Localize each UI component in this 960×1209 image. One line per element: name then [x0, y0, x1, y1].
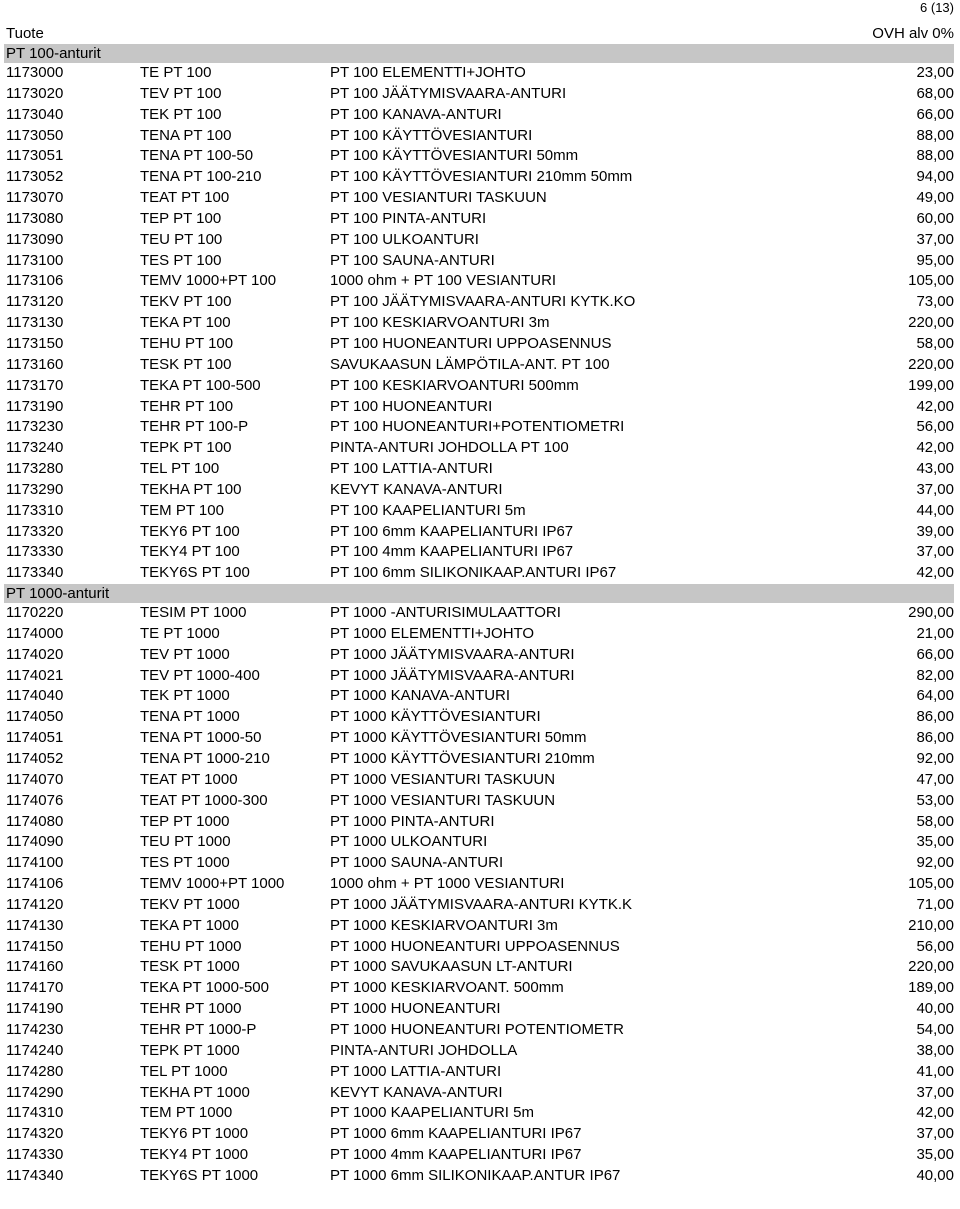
product-code: 1173040 [6, 105, 64, 123]
product-description: PT 100 LATTIA-ANTURI [330, 460, 493, 478]
product-description: PT 1000 KAAPELIANTURI 5m [330, 1104, 534, 1122]
table-row [0, 978, 960, 999]
product-type: TEKHA PT 1000 [140, 1083, 250, 1101]
product-description: PT 1000 HUONEANTURI [330, 1000, 501, 1018]
product-description: PT 1000 JÄÄTYMISVAARA-ANTURI [330, 666, 575, 684]
product-type: TEM PT 100 [140, 501, 224, 519]
product-type: TES PT 1000 [140, 854, 230, 872]
product-price: 40,00 [916, 1000, 954, 1018]
product-description: PT 100 KAAPELIANTURI 5m [330, 501, 526, 519]
product-code: 1174000 [6, 624, 64, 642]
product-price: 42,00 [916, 1104, 954, 1122]
table-row [0, 749, 960, 770]
product-description: PT 1000 HUONEANTURI POTENTIOMETR [330, 1020, 624, 1038]
product-code: 1173050 [6, 126, 64, 144]
table-header [6, 24, 954, 44]
table-row [0, 791, 960, 812]
product-description: PT 1000 4mm KAAPELIANTURI IP67 [330, 1146, 582, 1164]
product-description: PT 1000 PINTA-ANTURI [330, 812, 495, 830]
product-price: 60,00 [916, 209, 954, 227]
product-type: TEMV 1000+PT 100 [140, 272, 277, 290]
product-description: PT 1000 JÄÄTYMISVAARA-ANTURI KYTK.K [330, 895, 633, 913]
product-description: PT 1000 LATTIA-ANTURI [330, 1062, 502, 1080]
product-price: 23,00 [916, 64, 954, 81]
product-code: 1173160 [6, 355, 64, 373]
product-code: 1174076 [6, 791, 64, 809]
table-row [0, 146, 960, 167]
product-type: TEAT PT 100 [140, 189, 230, 207]
product-code: 1173070 [6, 189, 64, 207]
product-code: 1173240 [6, 439, 64, 457]
product-code: 1173150 [6, 334, 64, 352]
product-type: TEKY4 PT 1000 [140, 1146, 249, 1164]
product-code: 1173320 [6, 522, 64, 540]
product-code: 1174100 [6, 854, 64, 872]
product-code: 1174160 [6, 958, 64, 976]
table-row [0, 1124, 960, 1145]
product-description: PT 1000 VESIANTURI TASKUUN [330, 791, 556, 809]
table-row [0, 63, 960, 84]
product-description: PT 1000 ULKOANTURI [330, 833, 488, 851]
product-code: 1174070 [6, 770, 64, 788]
product-price: 56,00 [916, 937, 954, 955]
product-price: 105,00 [908, 875, 954, 893]
product-type: TEHR PT 100-P [140, 418, 249, 436]
table-row [0, 334, 960, 355]
table-row [0, 832, 960, 853]
table-row [0, 1166, 960, 1187]
table-row [0, 501, 960, 522]
product-code: 1173290 [6, 480, 64, 498]
product-code: 1174190 [6, 1000, 64, 1018]
product-code: 1173230 [6, 418, 64, 436]
product-description: PT 1000 6mm SILIKONIKAAP.ANTUR IP67 [330, 1166, 621, 1184]
product-price: 189,00 [908, 979, 954, 997]
product-type: TEHR PT 1000-P [140, 1020, 257, 1038]
product-type: TEL PT 1000 [140, 1062, 228, 1080]
product-description: PT 100 6mm KAAPELIANTURI IP67 [330, 522, 574, 540]
product-code: 1173000 [6, 64, 64, 81]
product-code: 1174120 [6, 895, 64, 913]
table-row [0, 230, 960, 251]
product-code: 1173052 [6, 168, 64, 186]
table-row [0, 1041, 960, 1062]
product-code: 1173310 [6, 501, 64, 519]
product-description: PT 100 KANAVA-ANTURI [330, 105, 502, 123]
table-row [0, 1083, 960, 1104]
product-description: PT 1000 KESKIARVOANT. 500mm [330, 979, 564, 997]
product-description: PT 100 KÄYTTÖVESIANTURI 210mm 50mm [330, 168, 633, 186]
product-code: 1174020 [6, 645, 64, 663]
table-row [0, 522, 960, 543]
table-row [0, 417, 960, 438]
product-type: TESK PT 1000 [140, 958, 240, 976]
product-price: 64,00 [916, 687, 954, 705]
product-code: 1173080 [6, 209, 64, 227]
table-row [0, 188, 960, 209]
product-code: 1173020 [6, 84, 64, 102]
product-description: PT 100 ULKOANTURI [330, 230, 479, 248]
product-code: 1173330 [6, 543, 64, 561]
product-type: TEV PT 1000 [140, 645, 230, 663]
product-type: TEV PT 100 [140, 84, 222, 102]
table-row [0, 251, 960, 272]
product-price: 58,00 [916, 812, 954, 830]
header-price: OVH alv 0% [872, 25, 954, 42]
table-row [0, 376, 960, 397]
product-description: PT 1000 KÄYTTÖVESIANTURI 210mm [330, 750, 595, 767]
product-type: TEK PT 1000 [140, 687, 230, 705]
product-price: 92,00 [916, 750, 954, 767]
product-description: PINTA-ANTURI JOHDOLLA [330, 1041, 518, 1059]
product-price: 220,00 [908, 314, 954, 332]
table-row [0, 603, 960, 624]
product-description: PT 100 JÄÄTYMISVAARA-ANTURI KYTK.KO [330, 293, 636, 311]
product-description: PT 100 4mm KAAPELIANTURI IP67 [330, 543, 574, 561]
product-code: 1174051 [6, 729, 64, 747]
product-code: 1173190 [6, 397, 64, 415]
product-type: TEKA PT 1000-500 [140, 979, 269, 997]
price-list [0, 44, 960, 1187]
product-type: TEHR PT 1000 [140, 1000, 242, 1018]
product-type: TEHR PT 100 [140, 397, 234, 415]
product-type: TEKA PT 100 [140, 314, 231, 332]
product-type: TEU PT 1000 [140, 833, 231, 851]
product-type: TEK PT 100 [140, 105, 222, 123]
table-row [0, 812, 960, 833]
table-row [0, 999, 960, 1020]
product-price: 54,00 [916, 1020, 954, 1038]
product-description: PT 100 6mm SILIKONIKAAP.ANTURI IP67 [330, 564, 617, 582]
product-description: KEVYT KANAVA-ANTURI [330, 480, 503, 498]
product-description: PT 100 HUONEANTURI+POTENTIOMETRI [330, 418, 625, 436]
product-type: TEM PT 1000 [140, 1104, 233, 1122]
product-description: PT 100 KÄYTTÖVESIANTURI [330, 126, 533, 144]
product-type: TEKY6 PT 1000 [140, 1125, 249, 1143]
product-price: 66,00 [916, 105, 954, 123]
product-type: TEKY6 PT 100 [140, 522, 240, 540]
product-description: PT 100 HUONEANTURI [330, 397, 493, 415]
table-row [0, 874, 960, 895]
section-header: PT 1000-anturit [4, 584, 954, 603]
product-price: 37,00 [916, 480, 954, 498]
product-code: 1173100 [6, 251, 64, 269]
product-description: PT 1000 JÄÄTYMISVAARA-ANTURI [330, 645, 575, 663]
product-type: TEKHA PT 100 [140, 480, 242, 498]
product-description: PT 1000 6mm KAAPELIANTURI IP67 [330, 1125, 582, 1143]
product-type: TES PT 100 [140, 251, 222, 269]
product-type: TEAT PT 1000-300 [140, 791, 268, 809]
product-description: PT 100 PINTA-ANTURI [330, 209, 487, 227]
product-price: 290,00 [908, 604, 954, 622]
product-type: TEL PT 100 [140, 460, 220, 478]
product-description: SAVUKAASUN LÄMPÖTILA-ANT. PT 100 [330, 355, 610, 373]
table-row [0, 666, 960, 687]
product-type: TEKV PT 1000 [140, 895, 240, 913]
product-price: 82,00 [916, 666, 954, 684]
product-price: 220,00 [908, 355, 954, 373]
table-row [0, 438, 960, 459]
table-row [0, 916, 960, 937]
product-price: 66,00 [916, 645, 954, 663]
product-type: TEP PT 1000 [140, 812, 230, 830]
product-price: 210,00 [908, 916, 954, 934]
product-description: 1000 ohm + PT 1000 VESIANTURI [330, 875, 565, 893]
product-description: PT 100 VESIANTURI TASKUUN [330, 189, 547, 207]
table-row [0, 271, 960, 292]
product-type: TESK PT 100 [140, 355, 232, 373]
table-row [0, 1020, 960, 1041]
table-row [0, 686, 960, 707]
product-price: 88,00 [916, 126, 954, 144]
product-price: 94,00 [916, 168, 954, 186]
product-price: 86,00 [916, 708, 954, 726]
product-code: 1174230 [6, 1020, 64, 1038]
table-row [0, 937, 960, 958]
product-type: TENA PT 100-50 [140, 147, 254, 165]
product-code: 1174240 [6, 1041, 64, 1059]
product-price: 49,00 [916, 189, 954, 207]
product-price: 39,00 [916, 522, 954, 540]
product-description: PT 1000 KANAVA-ANTURI [330, 687, 511, 705]
product-type: TE PT 1000 [140, 624, 220, 642]
product-price: 44,00 [916, 501, 954, 519]
product-price: 73,00 [916, 293, 954, 311]
product-type: TEKV PT 100 [140, 293, 232, 311]
product-code: 1170220 [6, 604, 64, 622]
product-description: PT 100 JÄÄTYMISVAARA-ANTURI [330, 84, 567, 102]
table-row [0, 1103, 960, 1124]
product-type: TEKY6S PT 100 [140, 564, 250, 582]
product-code: 1174310 [6, 1104, 64, 1122]
product-code: 1173130 [6, 314, 64, 332]
product-code: 1174080 [6, 812, 64, 830]
table-row [0, 292, 960, 313]
table-row [0, 84, 960, 105]
product-description: PT 100 SAUNA-ANTURI [330, 251, 495, 269]
product-code: 1173340 [6, 564, 64, 582]
product-description: KEVYT KANAVA-ANTURI [330, 1083, 503, 1101]
product-code: 1174050 [6, 708, 64, 726]
header-product: Tuote [6, 25, 44, 42]
product-description: PINTA-ANTURI JOHDOLLA PT 100 [330, 439, 569, 457]
product-code: 1174340 [6, 1166, 64, 1184]
table-row [0, 728, 960, 749]
product-code: 1173170 [6, 376, 64, 394]
table-row [0, 167, 960, 188]
product-price: 43,00 [916, 460, 954, 478]
product-type: TEKA PT 100-500 [140, 376, 261, 394]
product-price: 220,00 [908, 958, 954, 976]
product-type: TEU PT 100 [140, 230, 223, 248]
product-description: PT 1000 KESKIARVOANTURI 3m [330, 916, 558, 934]
product-code: 1173120 [6, 293, 64, 311]
product-description: PT 1000 ELEMENTTI+JOHTO [330, 624, 535, 642]
product-type: TE PT 100 [140, 64, 212, 81]
product-code: 1174290 [6, 1083, 64, 1101]
product-description: PT 100 KESKIARVOANTURI 500mm [330, 376, 579, 394]
product-price: 37,00 [916, 230, 954, 248]
product-price: 53,00 [916, 791, 954, 809]
product-type: TENA PT 1000-210 [140, 750, 270, 767]
product-type: TENA PT 1000-50 [140, 729, 262, 747]
product-type: TEHU PT 100 [140, 334, 234, 352]
product-price: 37,00 [916, 543, 954, 561]
product-price: 47,00 [916, 770, 954, 788]
table-row [0, 624, 960, 645]
product-code: 1174280 [6, 1062, 64, 1080]
product-code: 1174090 [6, 833, 64, 851]
table-row [0, 895, 960, 916]
product-price: 41,00 [916, 1062, 954, 1080]
product-type: TEKY6S PT 1000 [140, 1166, 259, 1184]
table-row [0, 209, 960, 230]
product-type: TEMV 1000+PT 1000 [140, 875, 285, 893]
product-price: 38,00 [916, 1041, 954, 1059]
table-row [0, 105, 960, 126]
table-row [0, 1062, 960, 1083]
product-type: TESIM PT 1000 [140, 604, 247, 622]
table-row [0, 480, 960, 501]
product-description: PT 1000 KÄYTTÖVESIANTURI 50mm [330, 729, 587, 747]
product-code: 1174320 [6, 1125, 64, 1143]
product-code: 1174150 [6, 937, 64, 955]
product-description: 1000 ohm + PT 100 VESIANTURI [330, 272, 557, 290]
product-price: 92,00 [916, 854, 954, 872]
product-price: 95,00 [916, 251, 954, 269]
product-code: 1174106 [6, 875, 64, 893]
section-header: PT 100-anturit [4, 44, 954, 63]
product-description: PT 100 KÄYTTÖVESIANTURI 50mm [330, 147, 579, 165]
product-description: PT 100 HUONEANTURI UPPOASENNUS [330, 334, 612, 352]
product-price: 42,00 [916, 439, 954, 457]
product-description: PT 1000 HUONEANTURI UPPOASENNUS [330, 937, 620, 955]
table-row [0, 707, 960, 728]
product-description: PT 100 ELEMENTTI+JOHTO [330, 64, 526, 81]
product-price: 68,00 [916, 84, 954, 102]
table-row [0, 770, 960, 791]
product-code: 1174052 [6, 750, 64, 767]
table-row [0, 542, 960, 563]
product-type: TEP PT 100 [140, 209, 222, 227]
product-price: 40,00 [916, 1166, 954, 1184]
table-row [0, 645, 960, 666]
table-row [0, 853, 960, 874]
product-type: TEKY4 PT 100 [140, 543, 240, 561]
product-price: 37,00 [916, 1083, 954, 1101]
product-code: 1174330 [6, 1146, 64, 1164]
product-description: PT 1000 -ANTURISIMULAATTORI [330, 604, 561, 622]
table-row [0, 459, 960, 480]
product-code: 1174130 [6, 916, 64, 934]
product-code: 1173280 [6, 460, 64, 478]
product-type: TEAT PT 1000 [140, 770, 238, 788]
product-price: 35,00 [916, 1146, 954, 1164]
product-description: PT 1000 KÄYTTÖVESIANTURI [330, 708, 541, 726]
product-code: 1174040 [6, 687, 64, 705]
product-code: 1173090 [6, 230, 64, 248]
product-price: 42,00 [916, 397, 954, 415]
product-code: 1174021 [6, 666, 64, 684]
product-type: TENA PT 100 [140, 126, 232, 144]
product-price: 71,00 [916, 895, 954, 913]
product-price: 58,00 [916, 334, 954, 352]
table-row [0, 126, 960, 147]
product-description: PT 1000 SAUNA-ANTURI [330, 854, 504, 872]
product-type: TEPK PT 1000 [140, 1041, 240, 1059]
product-description: PT 100 KESKIARVOANTURI 3m [330, 314, 550, 332]
product-price: 199,00 [908, 376, 954, 394]
product-type: TEV PT 1000-400 [140, 666, 260, 684]
product-price: 56,00 [916, 418, 954, 436]
product-type: TENA PT 1000 [140, 708, 240, 726]
table-row [0, 397, 960, 418]
page-number: 6 (13) [920, 0, 954, 15]
product-price: 35,00 [916, 833, 954, 851]
table-row [0, 957, 960, 978]
product-price: 86,00 [916, 729, 954, 747]
table-row [0, 355, 960, 376]
product-price: 42,00 [916, 564, 954, 582]
product-price: 37,00 [916, 1125, 954, 1143]
product-code: 1173051 [6, 147, 64, 165]
product-code: 1173106 [6, 272, 64, 290]
product-type: TENA PT 100-210 [140, 168, 262, 186]
product-price: 88,00 [916, 147, 954, 165]
product-code: 1174170 [6, 979, 64, 997]
table-row [0, 313, 960, 334]
product-price: 21,00 [916, 624, 954, 642]
table-row [0, 563, 960, 584]
product-description: PT 1000 SAVUKAASUN LT-ANTURI [330, 958, 573, 976]
product-type: TEKA PT 1000 [140, 916, 239, 934]
product-type: TEHU PT 1000 [140, 937, 242, 955]
product-price: 105,00 [908, 272, 954, 290]
product-type: TEPK PT 100 [140, 439, 232, 457]
table-row [0, 1145, 960, 1166]
product-description: PT 1000 VESIANTURI TASKUUN [330, 770, 556, 788]
